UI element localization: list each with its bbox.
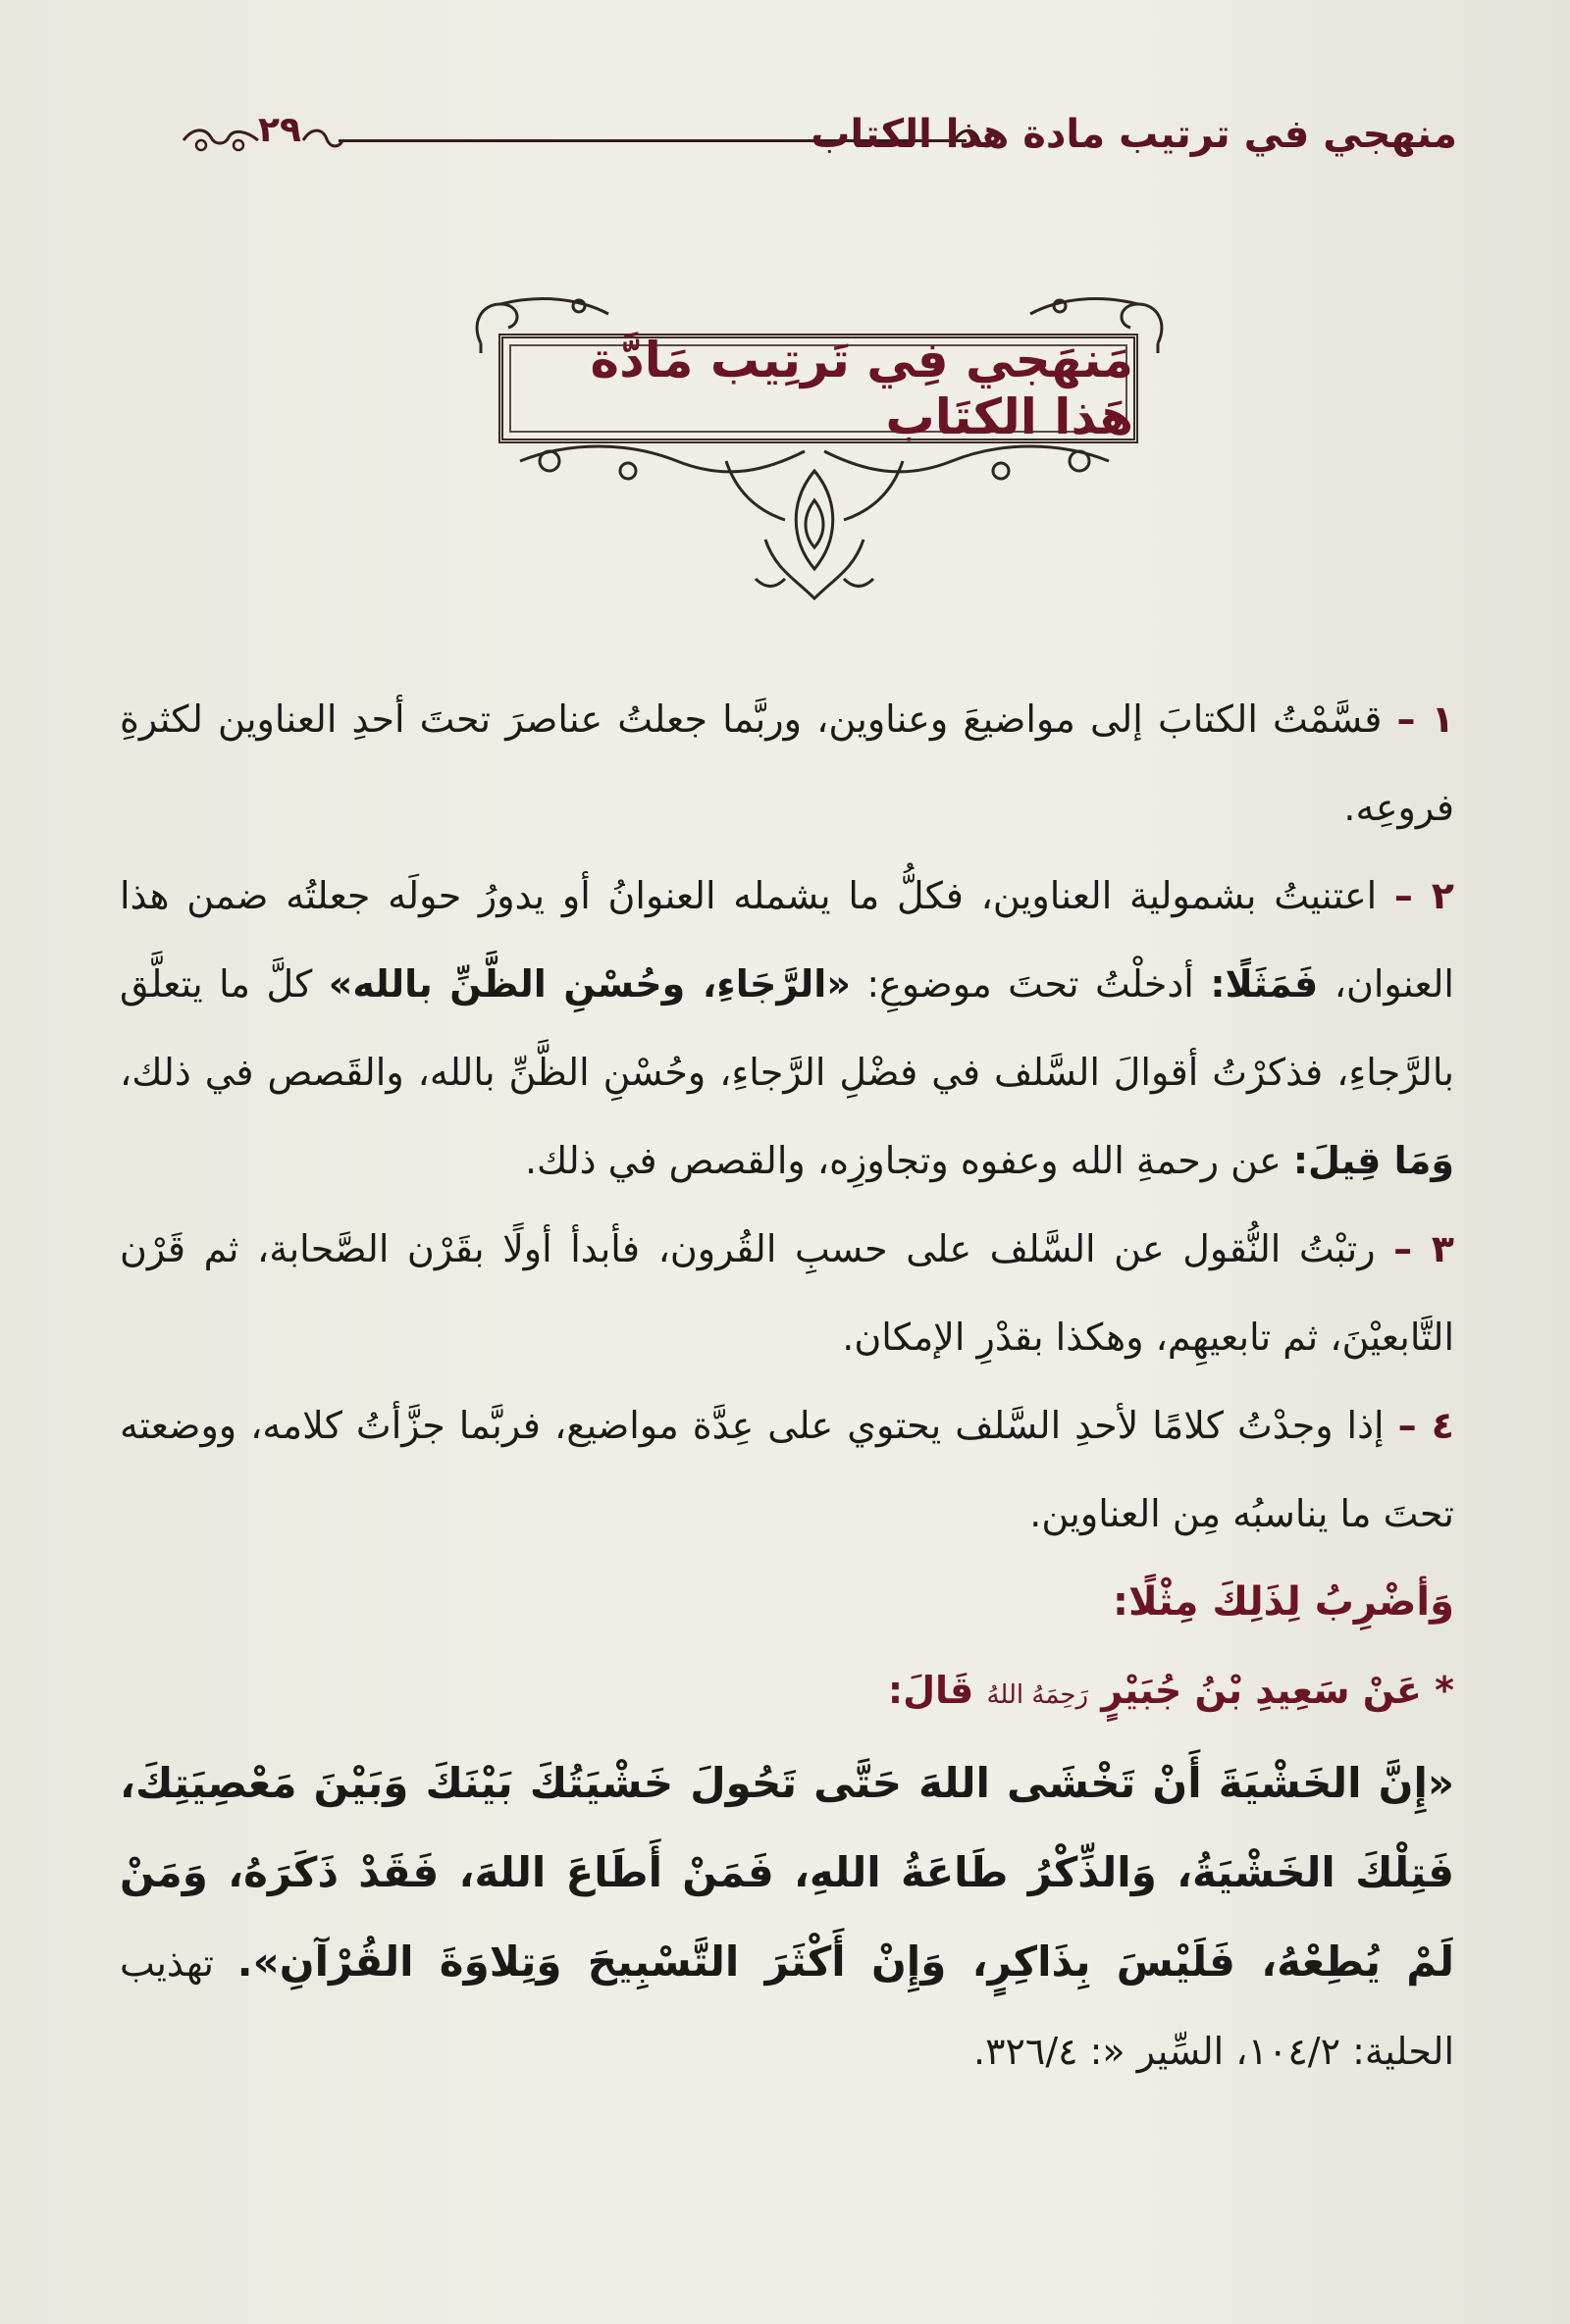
citation: تهذيب الحلية: ١٠٤/٢، السِّير «: ٣٢٦/٤. — [120, 1941, 1454, 2073]
star-icon: * — [1435, 1669, 1454, 1712]
quote-text: «إِنَّ الخَشْيَةَ أَنْ تَخْشَى اللهَ حَتَّى تَحُولَ خَشْيَتُكَ بَيْنَكَ وَبَيْنَ مَعْصِيَتِكَ، فَتِلْكَ الخَشْيَةُ، وَالذِّكْرُ طَاعَةُ اللهِ، فَمَنْ أَطَاعَ اللهَ، فَقَدْ ذَكَرَهُ، وَمَنْ لَمْ يُطِعْهُ، فَلَيْسَ بِذَاكِرٍ، وَإِنْ أَكْثَرَ التَّسْبِيحَ وَتِلاوَةَ القُرْآنِ». — [120, 1759, 1454, 1986]
header-ornament-left-icon — [182, 124, 260, 157]
paragraph-2 — [120, 852, 1454, 1205]
title-bottom-ornament-icon — [510, 432, 1119, 608]
paragraph-text: كلَّ ما يتعلَّق بالرَّجاءِ، فذكرْتُ أقوالَ السَّلف في فضْلِ الرَّجاءِ، وحُسْنِ الظَّنِّ بالله، والقَصص في ذلك، — [120, 962, 1454, 1094]
body-text — [120, 675, 1454, 2095]
said-marker: وَمَا قِيلَ: — [1292, 1139, 1454, 1182]
running-header — [182, 110, 1457, 169]
paragraph-text: أدخلْتُ تحتَ موضوعِ: — [866, 962, 1194, 1006]
paragraph-text: اعتنيتُ بشمولية العناوين، فكلُّ ما يشمله العنوانُ أو يدورُ حولَه جعلتُه ضمن هذا العنوان، — [120, 874, 1454, 1006]
narrator-name: عَنْ سَعِيدِ بْنُ جُبَيْرٍ — [1101, 1669, 1422, 1712]
paragraph-text: رتبْتُ النُّقول عن السَّلف على حسبِ القُرون، فأبدأ أولًا بقَرْن الصَّحابة، ثم قَرْن التَّابعيْنَ، ثم تابعيهِم، وهكذا بقدْرِ الإمكان. — [120, 1227, 1454, 1359]
narration-line — [120, 1646, 1454, 1739]
paragraph-number: ٤ – — [1397, 1404, 1454, 1447]
quote-block — [120, 1739, 1454, 2095]
topic-name: «الرَّجَاءِ، وحُسْنِ الظَّنِّ بالله» — [328, 962, 851, 1006]
paragraph-number: ٢ – — [1393, 874, 1454, 917]
honorific: رَحِمَهُ اللهُ — [986, 1680, 1089, 1710]
paragraph-text: إذا وجدْتُ كلامًا لأحدِ السَّلف يحتوي على عِدَّة مواضيع، فربَّما جزَّأتُ كلامه، ووضعته تحتَ ما يناسبُه مِن العناوين. — [120, 1404, 1454, 1535]
page-number: ٢٩ — [258, 110, 301, 150]
paragraph-text: قسَّمْتُ الكتابَ إلى مواضيعَ وعناوين، وربَّما جعلتُ عناصرَ تحتَ أحدِ العناوين لكثرةِ فروعِه. — [120, 697, 1454, 829]
chapter-title: مَنهَجي فِي تَرتِيب مَادَّة هَذا الكتَاب — [590, 332, 1133, 445]
said-label: قَالَ: — [887, 1669, 974, 1712]
paragraph-number: ١ – — [1396, 697, 1454, 741]
example-heading: وَأضْرِبُ لِذَلِكَ مِثْلًا: — [1112, 1579, 1454, 1625]
paragraph-number: ٣ – — [1393, 1227, 1454, 1270]
paragraph-text: عن رحمةِ الله وعفوه وتجاوزِه، والقصص في ذلك. — [524, 1139, 1282, 1182]
chapter-title-frame — [498, 334, 1138, 443]
paragraph-4 — [120, 1381, 1454, 1558]
paragraph-3 — [120, 1205, 1454, 1381]
paragraph-1 — [120, 675, 1454, 852]
running-title: منهجي في ترتيب مادة هذا الكتاب — [811, 112, 1457, 157]
example-marker: فَمَثَلًا: — [1210, 962, 1319, 1006]
